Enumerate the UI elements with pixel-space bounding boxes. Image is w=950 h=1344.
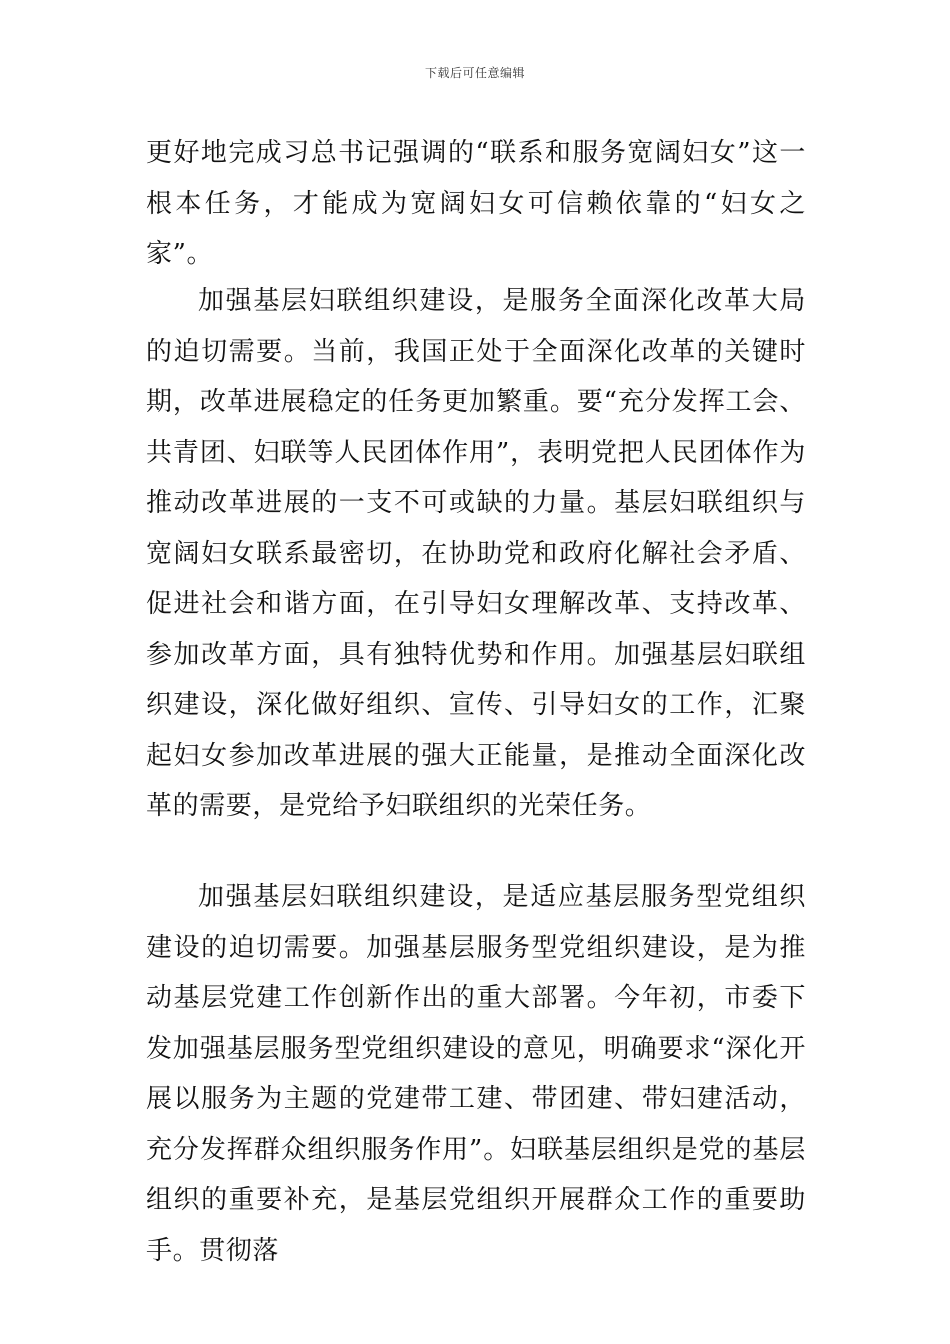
page-header: 下载后可任意编辑 <box>424 66 525 80</box>
paragraph-2: 加强基层妇联组织建设，是服务全面深化改革大局的迫切需要。当前，我国正处于全面深化改革的关键时期，改革进展稳定的任务更加繁重。要“充分发挥工会、共青团、妇联等人民团体作用”，表明党把人民团体作为推动改革进展的一支不可或缺的力量。基层妇联组织与宽阔妇女联系最密切，在协助党和政府化解社会矛盾、促进社会和谐方面，在引导妇女理解改革、支持改革、参加改革方面，具有独特优势和作用。加强基层妇联组织建设，深化做好组织、宣传、引导妇女的工作，汇聚起妇女参加改革进展的强大正能量，是推动全面深化改革的需要，是党给予妇联组织的光荣任务。 <box>146 286 806 821</box>
paragraph-1: 更好地完成习总书记强调的“联系和服务宽阔妇女”这一根本任务，才能成为宽阔妇女可信赖依靠的“妇女之家”。 <box>146 138 806 269</box>
paragraph-3: 加强基层妇联组织建设，是适应基层服务型党组织建设的迫切需要。加强基层服务型党组织建设，是为推动基层党建工作创新作出的重大部署。今年初，市委下发加强基层服务型党组织建设的意见，明确要求“深化开展以服务为主题的党建带工建、带团建、带妇建活动，充分发挥群众组织服务作用”。妇联基层组织是党的基层组织的重要补充，是基层党组织开展群众工作的重要助手。贯彻落 <box>146 882 806 1266</box>
